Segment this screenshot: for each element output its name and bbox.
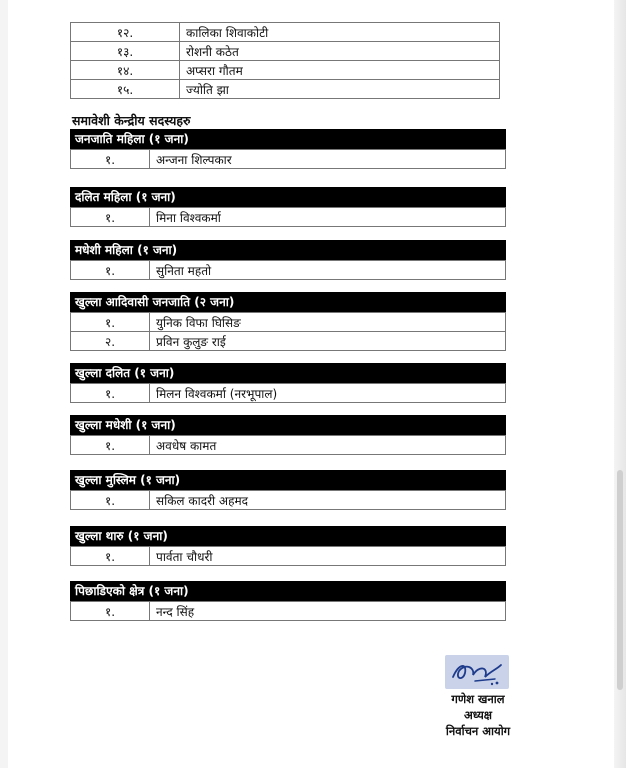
table-row <box>71 150 506 169</box>
top-member-table <box>70 22 500 99</box>
group-table <box>70 312 506 351</box>
member-name: ज्योति झा <box>180 80 500 99</box>
group-header: खुल्ला थारु (१ जना) <box>70 526 506 546</box>
member-name: सुनिता महतो <box>150 261 506 280</box>
member-name: कालिका शिवाकोटी <box>180 23 500 42</box>
table-row <box>71 436 506 455</box>
signatory-title: अध्यक्ष <box>463 708 493 722</box>
member-name: सकिल कादरी अहमद <box>150 491 506 510</box>
signatory-name: गणेश खनाल <box>451 692 505 706</box>
serial-number: १२. <box>71 23 180 42</box>
group-madhesi-women <box>70 240 506 280</box>
table-row <box>71 332 506 351</box>
member-name: अप्सरा गौतम <box>180 61 500 80</box>
group-header: दलित महिला (१ जना) <box>70 187 506 207</box>
group-header: मधेशी महिला (१ जना) <box>70 240 506 260</box>
serial-number: १४. <box>71 61 180 80</box>
group-table <box>70 546 506 566</box>
group-header: खुल्ला आदिवासी जनजाति (२ जना) <box>70 292 506 312</box>
signatory-organization: निर्वाचन आयोग <box>445 724 511 738</box>
member-name: प्रविन कुलुङ राई <box>150 332 506 351</box>
group-header: पिछाडिएको क्षेत्र (१ जना) <box>70 581 506 601</box>
table-row <box>71 61 500 80</box>
group-header: खुल्ला मधेशी (१ जना) <box>70 415 506 435</box>
serial-number: १. <box>71 208 150 227</box>
serial-number: १. <box>71 261 150 280</box>
table-row <box>71 23 500 42</box>
serial-number: १५. <box>71 80 180 99</box>
table-row <box>71 42 500 61</box>
group-table <box>70 435 506 455</box>
table-row <box>71 261 506 280</box>
member-name: पार्वता चौधरी <box>150 547 506 566</box>
group-dalit-women <box>70 187 506 227</box>
table-row <box>71 491 506 510</box>
serial-number: १. <box>71 602 150 621</box>
group-table <box>70 149 506 169</box>
group-header: खुल्ला दलित (१ जना) <box>70 363 506 383</box>
serial-number: १. <box>71 313 150 332</box>
serial-number: १. <box>71 547 150 566</box>
signature-image <box>445 655 509 689</box>
table-row <box>71 208 506 227</box>
group-open-tharu <box>70 526 506 566</box>
member-name: रोशनी कठेत <box>180 42 500 61</box>
table-row <box>71 384 506 403</box>
group-janajati-women <box>70 129 506 169</box>
section-heading: समावेशी केन्द्रीय सदस्यहरु <box>72 113 191 128</box>
group-table <box>70 490 506 510</box>
member-name: युनिक विफा घिसिङ <box>150 313 506 332</box>
member-name: अवधेष कामत <box>150 436 506 455</box>
group-header: जनजाति महिला (१ जना) <box>70 129 506 149</box>
serial-number: २. <box>71 332 150 351</box>
table-row <box>71 547 506 566</box>
member-name: मिलन विश्वकर्मा (नरभूपाल) <box>150 384 506 403</box>
group-table <box>70 601 506 621</box>
group-table <box>70 383 506 403</box>
group-open-muslim <box>70 470 506 510</box>
serial-number: १. <box>71 384 150 403</box>
serial-number: १३. <box>71 42 180 61</box>
table-row <box>71 602 506 621</box>
member-name: नन्द सिंह <box>150 602 506 621</box>
table-row <box>71 313 506 332</box>
member-name: अन्जना शिल्पकार <box>150 150 506 169</box>
group-header: खुल्ला मुस्लिम (१ जना) <box>70 470 506 490</box>
group-open-indigenous <box>70 292 506 351</box>
group-table <box>70 207 506 227</box>
group-open-madhesi <box>70 415 506 455</box>
scrollbar-thumb[interactable] <box>617 470 623 690</box>
serial-number: १. <box>71 150 150 169</box>
serial-number: १. <box>71 491 150 510</box>
serial-number: १. <box>71 436 150 455</box>
group-table <box>70 260 506 280</box>
group-open-dalit <box>70 363 506 403</box>
table-row <box>71 80 500 99</box>
member-name: मिना विश्वकर्मा <box>150 208 506 227</box>
group-backward-region <box>70 581 506 621</box>
